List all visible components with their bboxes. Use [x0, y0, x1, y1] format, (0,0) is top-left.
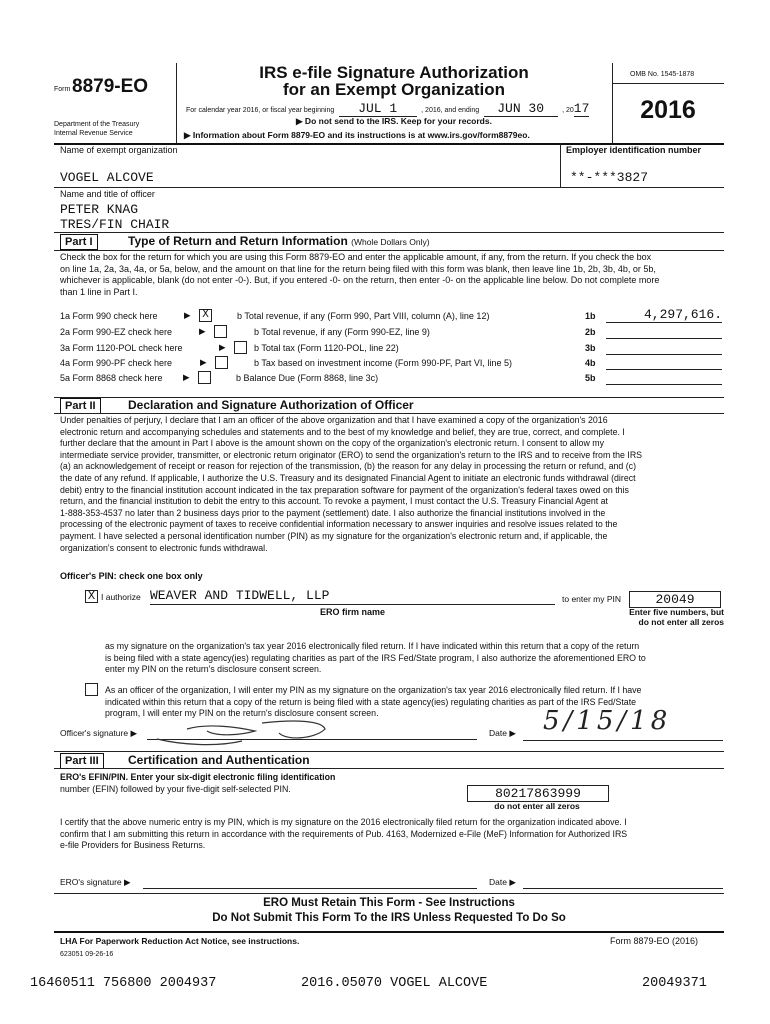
pin-note-line2: do not enter all zeros — [638, 617, 724, 627]
declaration-line: organization's consent to electronic funds withdrawal. — [60, 542, 268, 553]
ending-label: , 2016, and ending — [421, 107, 480, 114]
part2-title: Declaration and Signature Authorization of Officer — [128, 398, 414, 412]
part1-title-note: (Whole Dollars Only) — [351, 237, 430, 247]
efin-instructions — [60, 772, 335, 795]
ein-value: **-***3827 — [570, 170, 649, 185]
pin-note — [614, 607, 724, 627]
line-5a-checkbox[interactable] — [198, 371, 211, 384]
officer-pin-checkbox[interactable] — [85, 683, 98, 696]
efin-note: do not enter all zeros — [494, 801, 580, 811]
officer-pin-field[interactable]: 20049 — [629, 591, 721, 608]
handwritten-date: 5/15/18 — [543, 706, 672, 736]
declaration-line: debit) entry to the financial institution account indicated in the tax preparation software for payment of the organization's federal taxes owed on this — [60, 484, 629, 495]
ero-firm-label: ERO firm name — [319, 607, 386, 617]
part1-intro-line: than 1 line in Part I. — [60, 286, 138, 297]
declaration-line: payment. I have selected a personal identification number (PIN) as my signature for the organization's electronic return and, if applicable, the — [60, 530, 608, 541]
line-1b-number: 1b — [585, 311, 596, 321]
calendar-label: For calendar year 2016, or fiscal year beginning — [186, 107, 335, 114]
pin-note-line1: Enter five numbers, but — [629, 607, 724, 617]
form-prefix: Form — [54, 86, 71, 93]
form-code: 623051 09-26-16 — [60, 951, 114, 958]
year-prefix: , 20 — [562, 107, 574, 114]
line-4b-number: 4b — [585, 358, 596, 368]
part1-intro — [60, 252, 720, 298]
line-3a-checkbox[interactable] — [234, 341, 247, 354]
retain-notice-line2: Do Not Submit This Form To the IRS Unless Requested To Do So — [212, 912, 566, 924]
line-2b-label: b Total revenue, if any (Form 990-EZ, line 9) — [254, 327, 430, 337]
processing-id-right: 20049371 — [642, 976, 707, 991]
authorize-label: I authorize — [101, 592, 141, 602]
efin-pin-field[interactable]: 80217863999 — [467, 785, 609, 802]
declaration-line: 1-888-353-4537 no later than 2 business days prior to the payment (settlement) date. I also authorize the financial institutions involved in the — [60, 507, 606, 518]
ero-date-field[interactable] — [523, 874, 723, 889]
declaration-line: the date of any refund. If applicable, I authorize the U.S. Treasury and its designated Financial Agent to initiate an electronic funds withdrawal (direct — [60, 472, 636, 483]
tax-period — [186, 99, 589, 117]
part1-intro-line: Check the box for the return for which you are using this Form 8879-EO and enter the applicable amount, if any, from the return. If you check the box — [60, 252, 652, 262]
org-name: VOGEL ALCOVE — [60, 170, 154, 185]
declaration-line: further declare that the amount in Part I above is the amount shown on the copy of the organization's electronic return. I consent to allow my — [60, 438, 604, 449]
line-3b-number: 3b — [585, 343, 596, 353]
part3-tag: Part III — [60, 753, 104, 769]
omb-number: OMB No. 1545-1878 — [630, 71, 695, 78]
line-5b-amount[interactable] — [606, 370, 722, 385]
part1-intro-line: on line 1a, 2a, 3a, 4a, or 5a, below, and the amount on that line for the return being filed with this form was blank, then leave line 1b, 2b, 3b, 4b, or 5b, — [60, 263, 656, 274]
certification-line: e-file Providers for Business Returns. — [60, 840, 206, 851]
line-1a-checkbox[interactable]: X — [199, 309, 212, 322]
processing-id-left: 16460511 756800 2004937 — [30, 976, 217, 991]
line-2b-number: 2b — [585, 327, 596, 337]
part2-tag: Part II — [60, 398, 101, 414]
ero-auth-line: is being filed with a state agency(ies) regulating charities as part of the IRS Fed/State program, I also authorize the aforementioned ERO to — [105, 652, 646, 663]
line-3a-label: 3a Form 1120-POL check here — [60, 343, 183, 353]
tax-year: 2016 — [640, 96, 696, 124]
to-enter-pin-label: to enter my PIN — [562, 594, 622, 604]
retain-notice-line1: ERO Must Retain This Form - See Instructions — [263, 897, 515, 909]
officer-date-field[interactable] — [523, 706, 723, 741]
ero-auth-line: as my signature on the organization's tax year 2016 electronically filed return. If I have indicated within this return that a copy of the return — [105, 641, 640, 651]
officer-auth-line: program, I will enter my PIN on the return's disclosure consent screen. — [105, 708, 379, 719]
paperwork-notice: LHA For Paperwork Reduction Act Notice, see instructions. — [60, 936, 300, 946]
part1-tag: Part I — [60, 234, 98, 250]
dept-irs: Internal Revenue Service — [54, 130, 133, 137]
pin-heading: Officer's PIN: check one box only — [60, 571, 203, 581]
retain-notice — [54, 896, 724, 926]
ero-signature-field[interactable] — [143, 874, 477, 889]
declaration-line: processing of the electronic payment of taxes to receive confidential information necessary to answer inquiries and resolve issues related to the — [60, 519, 618, 530]
ero-auth-line: enter my PIN on the return's disclosure consent screen. — [105, 664, 322, 675]
begin-date: JUL 1 — [339, 101, 417, 117]
line-4a-label: 4a Form 990-PF check here — [60, 358, 173, 368]
officer-signature-field[interactable] — [147, 725, 477, 740]
ero-certification — [60, 817, 722, 852]
certification-line: confirm that I am submitting this return in accordance with the requirements of Pub. 4163, Modernized e-File (MeF) Information for Authorized IRS — [60, 828, 628, 839]
ein-label: Employer identification number — [566, 145, 702, 155]
officer-auth-line: indicated within this return that a copy of the return is being filed with a state agency(ies) regulating charities as part of the IRS Fed/State — [105, 696, 637, 707]
instruction-url: ▶ Information about Form 8879-EO and its instructions is at www.irs.gov/form8879eo. — [184, 130, 530, 140]
certification-line: I certify that the above numeric entry is my PIN, which is my signature on the 2016 electronically filed return for the organization indicated above. I — [60, 817, 627, 827]
line-5b-label: b Balance Due (Form 8868, line 3c) — [236, 373, 379, 383]
line-3b-amount[interactable] — [606, 340, 722, 355]
form-title-line1: IRS e-file Signature Authorization — [259, 63, 529, 82]
officer-signature-label: Officer's signature ▶ — [60, 728, 137, 738]
form-reference: Form 8879-EO (2016) — [610, 936, 699, 946]
declaration-line: Under penalties of perjury, I declare that I am an officer of the above organization and that I have examined a copy of the organization's 2016 — [60, 415, 608, 425]
efin-instruction-line1: ERO's EFIN/PIN. Enter your six-digit electronic filing identification — [60, 772, 336, 782]
officer-title: TRES/FIN CHAIR — [60, 217, 170, 232]
year-suffix: 17 — [573, 101, 590, 116]
instruction-keep: ▶ Do not send to the IRS. Keep for your records. — [296, 116, 492, 126]
efin-instruction-line2: number (EFIN) followed by your five-digit self-selected PIN. — [60, 783, 291, 794]
line-5b-number: 5b — [585, 373, 596, 383]
part2-declaration — [60, 415, 722, 554]
signature-scribble-icon — [147, 717, 477, 747]
line-3b-label: b Total tax (Form 1120-POL, line 22) — [254, 343, 399, 353]
line-1b-amount[interactable]: 4,297,616. — [606, 308, 722, 323]
line-4b-amount[interactable] — [606, 355, 722, 370]
line-1b-label: b Total revenue, if any (Form 990, Part VIII, column (A), line 12) — [237, 311, 490, 321]
declaration-line: (a) an acknowledgement of receipt or reason for rejection of the transmission, (b) the reason for any delay in processing the return or refund, and (c) — [60, 461, 637, 472]
end-date: JUN 30 — [484, 101, 558, 117]
declaration-line: return, and the financial institution to debit the entry to this account. To revoke a payment, I must contact the U.S. Treasury Financial Agent at — [60, 496, 608, 507]
ero-firm-name[interactable]: WEAVER AND TIDWELL, LLP — [150, 589, 555, 605]
officer-label: Name and title of officer — [60, 189, 155, 199]
line-2a-checkbox[interactable] — [214, 325, 227, 338]
form-number: 8879-EO — [72, 76, 149, 97]
ero-signature-label: ERO's signature ▶ — [60, 877, 131, 887]
officer-auth-line: As an officer of the organization, I will enter my PIN as my signature on the organization's tax year 2016 electronically filed return. If I have — [105, 685, 642, 695]
ero-pin-checkbox[interactable]: X — [85, 590, 98, 603]
line-4a-checkbox[interactable] — [215, 356, 228, 369]
line-4b-label: b Tax based on investment income (Form 990-PF, Part VI, line 5) — [254, 358, 512, 368]
org-name-label: Name of exempt organization — [60, 145, 178, 155]
ero-auth-paragraph — [105, 641, 723, 676]
line-5a-label: 5a Form 8868 check here — [60, 373, 163, 383]
part1-title — [128, 234, 430, 248]
part1-title-text: Type of Return and Return Information — [128, 234, 348, 248]
part1-intro-line: whichever is applicable, blank (do not enter -0-). But, if you entered -0- on the return, then enter -0- on the applicable line below. Do not complete more — [60, 275, 660, 286]
officer-date-label: Date ▶ — [489, 728, 516, 738]
line-2a-label: 2a Form 990-EZ check here — [60, 327, 173, 337]
declaration-line: electronic return and accompanying schedules and statements and to the best of my knowledge and belief, they are true, correct, and complete. I — [60, 426, 625, 437]
part3-title: Certification and Authentication — [128, 753, 310, 767]
declaration-line: intermediate service provider, transmitter, or electronic return originator (ERO) to send the organization's return to the IRS and to receive from the IRS — [60, 449, 643, 460]
officer-name: PETER KNAG — [60, 202, 139, 217]
form-title-line2: for an Exempt Organization — [283, 80, 505, 99]
ero-date-label: Date ▶ — [489, 877, 516, 887]
processing-id-middle: 2016.05070 VOGEL ALCOVE — [301, 976, 488, 991]
dept-treasury: Department of the Treasury — [54, 121, 140, 128]
line-1a-label: 1a Form 990 check here — [60, 311, 158, 321]
line-2b-amount[interactable] — [606, 324, 722, 339]
